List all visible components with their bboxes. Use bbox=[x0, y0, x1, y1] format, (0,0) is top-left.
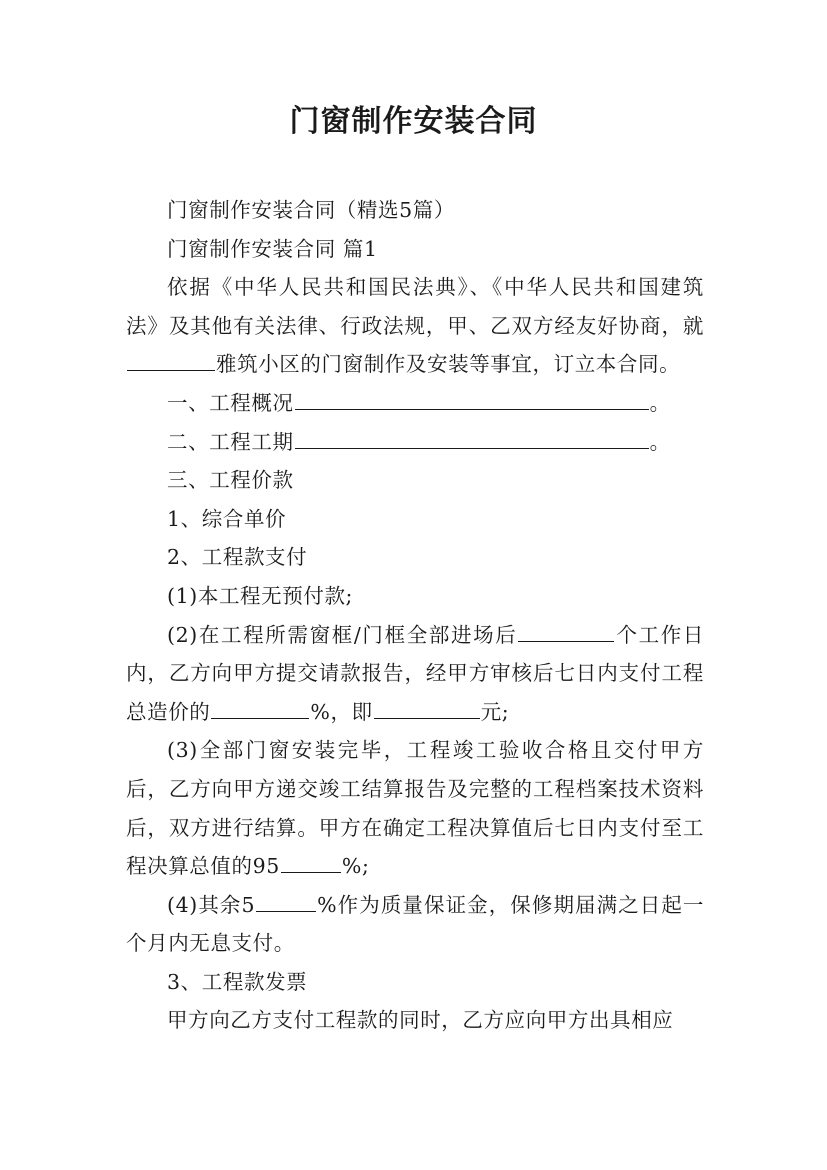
fill-blank bbox=[374, 696, 480, 719]
paragraph-clause-4 bbox=[126, 886, 704, 963]
paragraph-invoice bbox=[126, 1001, 704, 1040]
text: (4)其余5 bbox=[167, 892, 256, 917]
text: 雅筑小区的门窗制作及安装等事宜，订立本合同。 bbox=[216, 352, 681, 377]
text: (1)本工程无预付款; bbox=[167, 583, 354, 608]
paragraph-clause-2 bbox=[126, 616, 704, 732]
document-body bbox=[126, 191, 704, 1040]
text: %; bbox=[341, 854, 370, 879]
fill-blank bbox=[211, 696, 309, 719]
text: 。 bbox=[649, 390, 671, 415]
fill-blank bbox=[295, 387, 649, 410]
text: 门窗制作安装合同 篇1 bbox=[167, 236, 378, 261]
text: %，即 bbox=[310, 699, 373, 724]
text: (3)全部门窗安装完毕，工程竣工验收合格且交付甲方后，乙方向甲方递交竣工结算报告及完整的工程档案技术资料后，双方进行结算。甲方在确定工程决算值后七日内支付至工程决算总值的95 bbox=[126, 738, 704, 879]
text: 。 bbox=[649, 429, 671, 454]
text: 三、工程价款 bbox=[167, 468, 294, 493]
text: 依据《中华人民共和国民法典》、《中华人民共和国建筑法》及其他有关法律、行政法规，甲、乙双方经友好协商，就 bbox=[126, 275, 704, 338]
text: 甲方向乙方支付工程款的同时，乙方应向甲方出具相应 bbox=[167, 1008, 674, 1033]
text: 元; bbox=[480, 699, 510, 724]
text: %作为质量保证金，保修期届满之日起一个月内无息支付。 bbox=[126, 892, 705, 956]
text: 一、工程概况 bbox=[167, 390, 294, 415]
fill-blank bbox=[127, 349, 215, 372]
paragraph-preamble bbox=[126, 268, 704, 384]
paragraph-item-3 bbox=[126, 963, 704, 1002]
text: 门窗制作安装合同（精选5篇） bbox=[167, 198, 455, 222]
paragraph-item-2 bbox=[126, 538, 704, 577]
paragraph-section-3 bbox=[126, 461, 704, 500]
fill-blank bbox=[518, 619, 614, 642]
text: 1、综合单价 bbox=[167, 506, 287, 531]
paragraph-item-1 bbox=[126, 500, 704, 539]
paragraph-heading-collection bbox=[126, 191, 704, 230]
text: (2)在工程所需窗框/门框全部进场后 bbox=[167, 622, 518, 647]
text: 3、工程款发票 bbox=[167, 969, 308, 994]
text: 个工作日内，乙方向甲方提交请款报告，经甲方审核后七日内支付工程总造价的 bbox=[126, 622, 704, 724]
fill-blank bbox=[295, 426, 649, 449]
fill-blank bbox=[281, 851, 341, 874]
document-title: 门窗制作安装合同 bbox=[289, 104, 538, 139]
fill-blank bbox=[256, 889, 316, 912]
paragraph-section-2 bbox=[126, 423, 704, 462]
paragraph-clause-1 bbox=[126, 577, 704, 616]
text: 二、工程工期 bbox=[167, 429, 294, 454]
text: 2、工程款支付 bbox=[167, 545, 308, 570]
paragraph-section-1 bbox=[126, 384, 704, 423]
paragraph-heading-part-1 bbox=[126, 230, 704, 269]
paragraph-clause-3 bbox=[126, 731, 704, 885]
